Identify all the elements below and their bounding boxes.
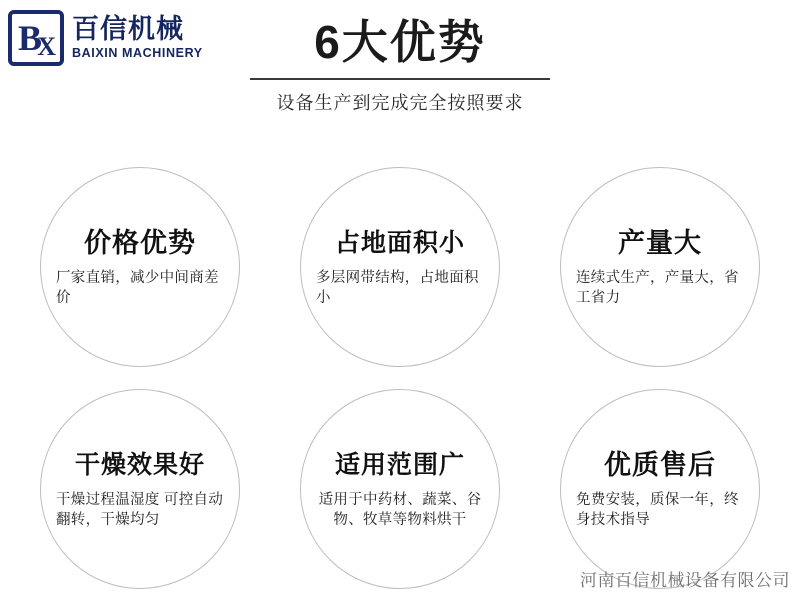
advantage-desc: 干燥过程温湿度 可控自动翻转，干燥均匀 xyxy=(56,491,224,528)
advantage-desc: 多层网带结构，占地面积小 xyxy=(316,269,479,306)
advantage-desc: 厂家直销，减少中间商差价 xyxy=(56,269,219,306)
company-footer: 河南百信机械设备有限公司 xyxy=(580,571,790,590)
brand-name-cn: 百信机械 xyxy=(72,14,184,44)
advantage-item xyxy=(280,378,520,600)
page-subtitle: 设备生产到完成完全按照要求 xyxy=(276,93,524,113)
advantage-circle xyxy=(40,167,240,367)
advantage-title: 优质售后 xyxy=(604,449,716,480)
advantage-title: 干燥效果好 xyxy=(74,450,205,479)
advantage-item xyxy=(20,156,260,378)
advantage-title: 产量大 xyxy=(618,227,702,258)
advantage-circle xyxy=(560,389,760,589)
advantage-circle xyxy=(300,389,500,589)
poster-header xyxy=(0,0,800,116)
logo-letter-x: X xyxy=(37,32,56,61)
advantage-item xyxy=(540,156,780,378)
advantage-desc: 连续式生产，产量大，省工省力 xyxy=(576,269,739,306)
advantage-circle xyxy=(560,167,760,367)
brand-name-en: BAIXIN MACHINERY xyxy=(72,46,203,60)
advantage-title: 适用范围广 xyxy=(334,450,465,479)
advantage-item xyxy=(540,378,780,600)
page-title: 6大优势 xyxy=(314,16,486,68)
advantage-title: 价格优势 xyxy=(84,227,196,258)
advantage-circle xyxy=(300,167,500,367)
advantage-circle xyxy=(40,389,240,589)
advantages-grid xyxy=(0,156,800,600)
advantage-desc: 免费安装，质保一年，终身技术指导 xyxy=(576,491,739,528)
advantage-item xyxy=(20,378,260,600)
logo-letter-b: B xyxy=(18,18,43,58)
advantage-title: 占地面积小 xyxy=(334,228,465,257)
advantage-item xyxy=(280,156,520,378)
title-divider xyxy=(250,78,550,80)
advantage-desc: 适用于中药材、蔬菜、谷物、牧草等物料烘干 xyxy=(318,491,482,528)
